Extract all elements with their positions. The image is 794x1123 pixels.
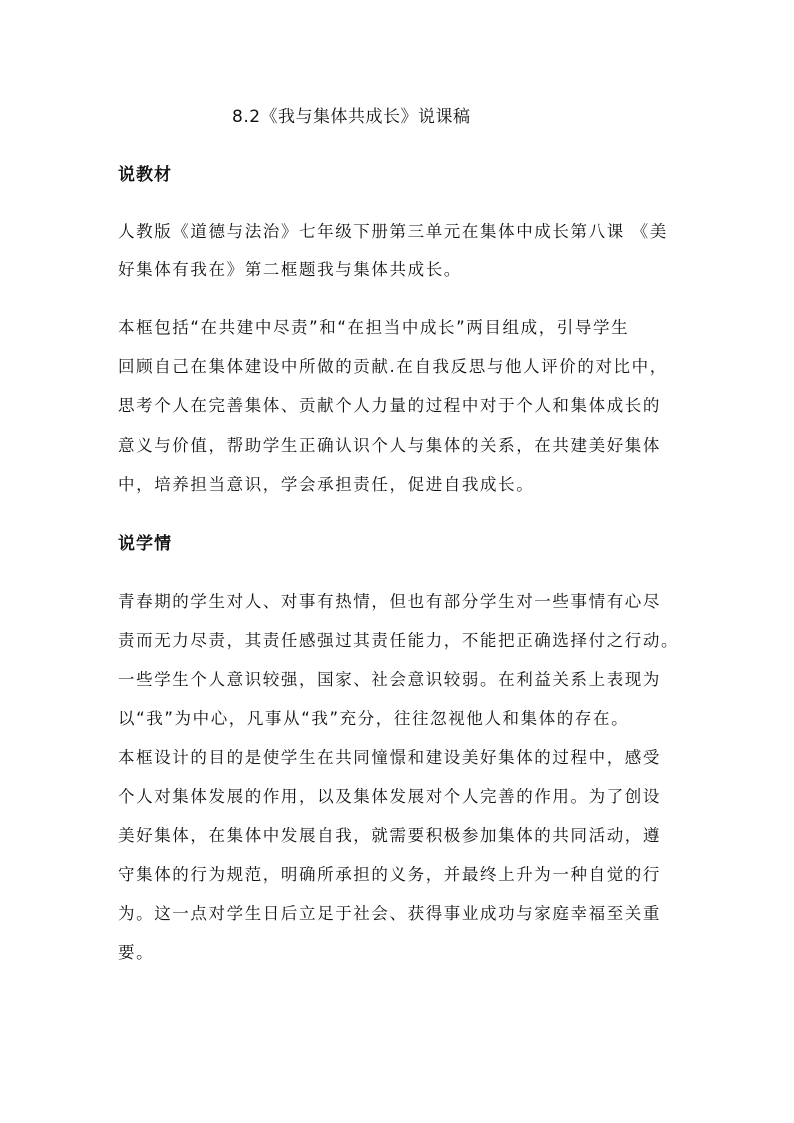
paragraph-line: 美好集体，在集体中发展自我，就需要积极参加集体的共同活动，遵 bbox=[118, 826, 661, 845]
paragraph-line: 个人对集体发展的作用，以及集体发展对个人完善的作用。为了创设 bbox=[118, 787, 661, 806]
paragraph-line: 本框设计的目的是使学生在共同憧憬和建设美好集体的过程中，感受 bbox=[118, 748, 661, 767]
paragraph-line: 人教版《道德与法治》七年级下册第三单元在集体中成长第八课 《美 bbox=[118, 222, 668, 241]
paragraph-line: 中，培养担当意识，学会承担责任，促进自我成长。 bbox=[118, 475, 535, 494]
paragraph-line: 守集体的行为规范，明确所承担的义务，并最终上升为一种自觉的行 bbox=[118, 865, 661, 884]
paragraph-line: 要。 bbox=[118, 943, 155, 962]
section-heading-student-situation: 说学情 bbox=[118, 534, 172, 554]
paragraph-line: 青春期的学生对人、对事有热情，但也有部分学生对一些事情有心尽 bbox=[118, 592, 661, 611]
paragraph-line: 以“我”为中心，凡事从“我”充分，往往忽视他人和集体的存在。 bbox=[118, 709, 630, 728]
document-title: 8.2《我与集体共成长》说课稿 bbox=[232, 107, 471, 127]
paragraph-line: 回顾自己在集体建设中所做的贡献.在自我反思与他人评价的对比中， bbox=[118, 357, 668, 376]
paragraph-line: 思考个人在完善集体、贡献个人力量的过程中对于个人和集体成长的 bbox=[118, 396, 661, 415]
paragraph-line: 为。这一点对学生日后立足于社会、获得事业成功与家庭幸福至关重 bbox=[118, 904, 661, 923]
section-heading-teaching-material: 说教材 bbox=[118, 165, 172, 185]
paragraph-line: 好集体有我在》第二框题我与集体共成长。 bbox=[118, 260, 462, 279]
paragraph-line: 本框包括“在共建中尽责”和“在担当中成长”两目组成，引导学生 bbox=[118, 318, 630, 337]
paragraph-line: 责而无力尽责，其责任感强过其责任能力，不能把正确选择付之行动。 bbox=[118, 631, 680, 650]
paragraph-line: 一些学生个人意识较强，国家、社会意识较弱。在利益关系上表现为 bbox=[118, 670, 661, 689]
paragraph-line: 意义与价值，帮助学生正确认识个人与集体的关系，在共建美好集体 bbox=[118, 436, 661, 455]
